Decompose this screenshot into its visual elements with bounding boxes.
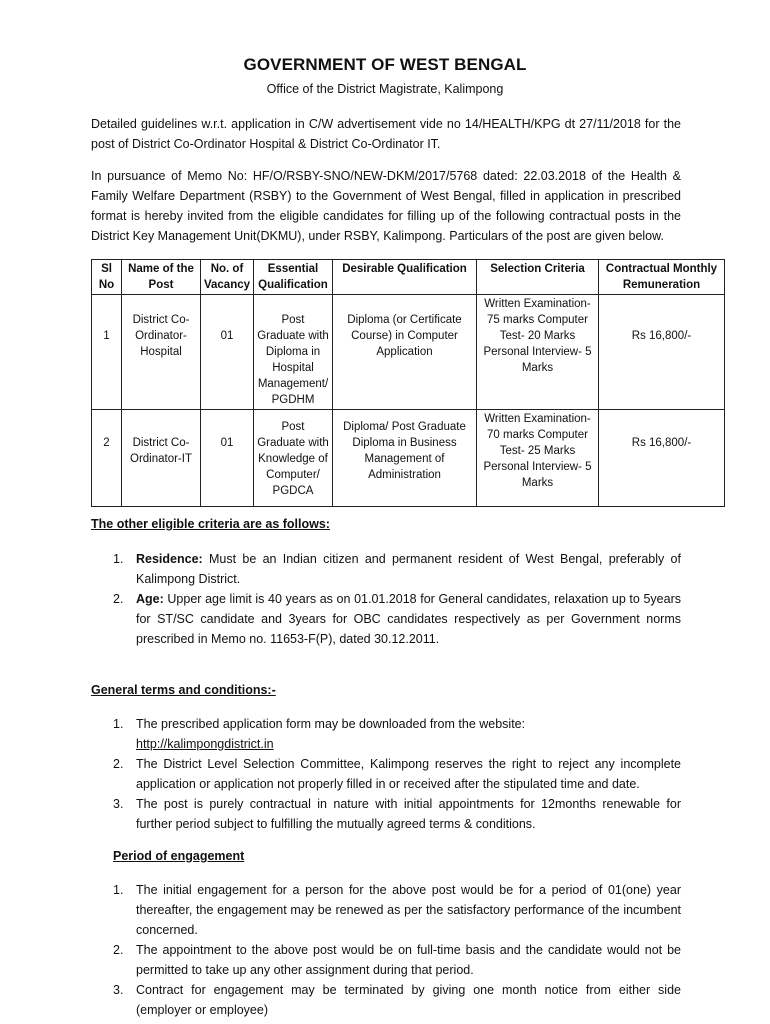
row-1-selection: Written Examination-75 marks Computer Test- 20 Marks Personal Interview- 5 Marks [477, 295, 599, 410]
row-2-remuneration: Rs 16,800/- [599, 410, 725, 507]
list-number: 1. [113, 552, 124, 566]
pursuance-text: In pursuance of Memo No: HF/O/RSBY-SNO/NEW-DKM/2017/5768 dated: 22.03.2018 of the Health & Family Welfare Department (RSBY) to the Government of West Bengal, filled in application in prescribed format is hereby invited from the eligible candidates for filling up of the following contractual posts in the District Key Management Unit(DKMU), under RSBY, Kalimpong. Particulars of the post are given below. [91, 169, 681, 243]
full-time-text: The appointment to the above post would be on full-time basis and the candidate would not be permitted to take up any other assignment during that period. [136, 943, 681, 977]
row-2-selection: Written Examination-70 marks Computer Test- 25 Marks Personal Interview- 5 Marks [477, 410, 599, 507]
residence-text: Must be an Indian citizen and permanent resident of West Bengal, preferably of Kalimpong District. [136, 552, 681, 586]
header-remuneration: Contractual Monthly Remuneration [599, 260, 725, 295]
row-2-desirable: Diploma/ Post Graduate Diploma in Business Management of Administration [333, 410, 477, 507]
row-2-vacancy: 01 [201, 410, 254, 507]
header-vacancy: No. of Vacancy [201, 260, 254, 295]
engagement-heading: Period of engagement [113, 849, 245, 863]
list-number: 2. [113, 592, 124, 606]
list-item [113, 980, 681, 1020]
contractual-text: The post is purely contractual in nature with initial appointments for 12months renewable for further period subject to fulfilling the mutually agreed terms & conditions. [136, 797, 681, 831]
reject-text: The District Level Selection Committee, Kalimpong reserves the right to reject any incomplete application or application not properly filled in or received after the stipulated time and date. [136, 757, 681, 791]
list-number: 3. [113, 797, 124, 811]
age-label: Age: [136, 592, 164, 606]
website-link[interactable]: http://kalimpongdistrict.in [136, 737, 274, 751]
header-essential: Essential Qualification [254, 260, 333, 295]
list-number: 2. [113, 943, 124, 957]
row-2-post-name: District Co-Ordinator-IT [122, 410, 201, 507]
guidelines-paragraph [91, 114, 681, 154]
header-selection: Selection Criteria [477, 260, 599, 295]
list-item [113, 794, 681, 834]
list-item [113, 754, 681, 794]
row-1-vacancy: 01 [201, 295, 254, 410]
list-number: 1. [113, 717, 124, 731]
eligibility-heading: The other eligible criteria are as follows: [91, 517, 330, 531]
table-row [92, 295, 725, 410]
eligibility-list [113, 549, 681, 649]
list-item [113, 940, 681, 980]
list-number: 1. [113, 883, 124, 897]
termination-text: Contract for engagement may be terminated by giving one month notice from either side (employer or employee) [136, 983, 681, 1017]
initial-engagement-text: The initial engagement for a person for the above post would be for a period of 01(one) year thereafter, the engagement may be renewed as per the satisfactory performance of the incumbent concerned. [136, 883, 681, 937]
list-item [113, 589, 681, 649]
header-post-name: Name of the Post [122, 260, 201, 295]
residence-label: Residence: [136, 552, 203, 566]
office-subtitle: Office of the District Magistrate, Kalimpong [266, 82, 504, 96]
age-text: Upper age limit is 40 years as on 01.01.2018 for General candidates, relaxation up to 5years for ST/SC candidate and 3years for OBC candidates respectively as per Government norms prescribed in Memo no. 11653-F(P), dated 30.12.2011. [136, 592, 681, 646]
terms-heading: General terms and conditions:- [91, 683, 276, 697]
download-text: The prescribed application form may be downloaded from the website: [136, 717, 526, 731]
header-sl-no: Sl No [92, 260, 122, 295]
row-2-essential: Post Graduate with Knowledge of Computer/ PGDCA [254, 410, 333, 507]
list-item [113, 549, 681, 589]
list-number: 2. [113, 757, 124, 771]
list-item [113, 880, 681, 940]
page-title: GOVERNMENT OF WEST BENGAL [243, 55, 527, 74]
row-1-desirable: Diploma (or Certificate Course) in Computer Application [333, 295, 477, 410]
engagement-list [113, 880, 681, 1020]
table-row [92, 410, 725, 507]
row-1-essential: Post Graduate with Diploma in Hospital Management/ PGDHM [254, 295, 333, 410]
terms-list [113, 714, 681, 834]
pursuance-paragraph [91, 166, 681, 246]
row-1-remuneration: Rs 16,800/- [599, 295, 725, 410]
row-1-sl: 1 [92, 295, 122, 410]
guidelines-text: Detailed guidelines w.r.t. application in C/W advertisement vide no 14/HEALTH/KPG dt 27/11/2018 for the post of District Co-Ordinator Hospital & District Co-Ordinator IT. [91, 117, 681, 151]
row-1-post-name: District Co-Ordinator-Hospital [122, 295, 201, 410]
list-number: 3. [113, 983, 124, 997]
row-2-sl: 2 [92, 410, 122, 507]
posts-table [91, 259, 725, 507]
header-desirable: Desirable Qualification [333, 260, 477, 295]
table-header-row [92, 260, 725, 295]
list-item [113, 714, 681, 754]
